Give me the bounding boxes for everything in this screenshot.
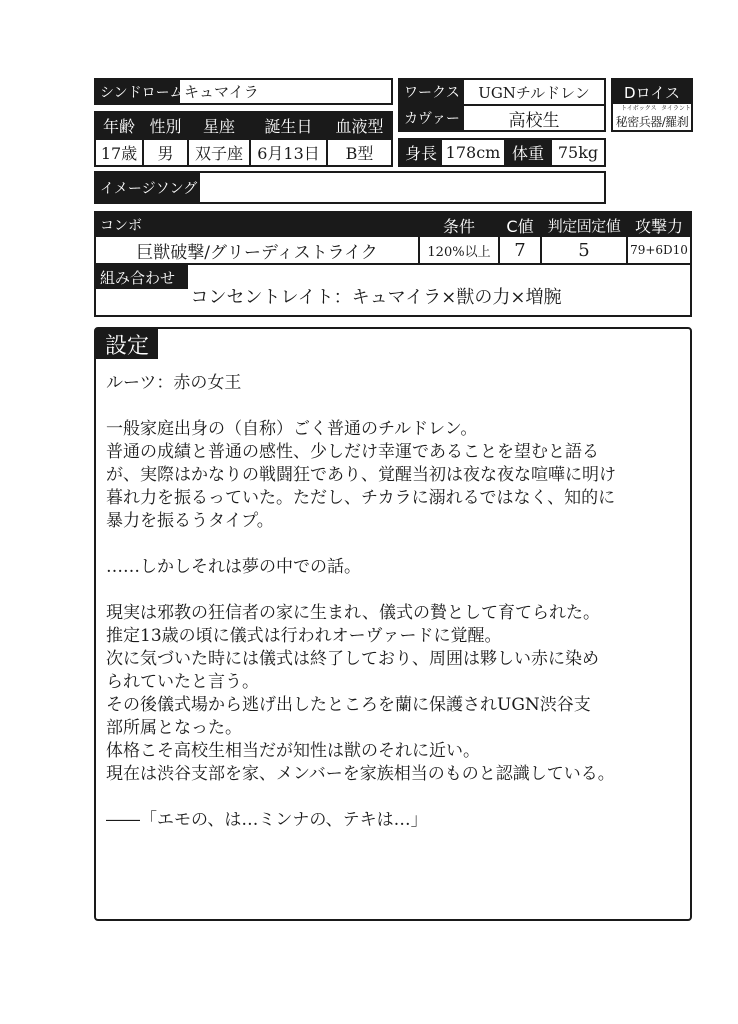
zodiac-value: 双子座 [194,144,243,163]
combo-table [94,211,692,317]
dlois-label: Dロイス [613,80,691,104]
weight-label: 体重 [504,140,552,165]
combo-header-row [96,213,690,237]
works-value: UGNチルドレン [478,83,590,102]
blood-value: B型 [345,144,374,163]
combo-condition: 120%以上 [427,244,491,260]
combo-name: 巨獣破撃/グリーディストライク [136,242,378,263]
age-header: 年齢 [96,113,142,138]
works-cover-field [398,78,606,132]
height-weight-field [398,138,606,167]
syndrome-label: シンドローム [96,80,180,103]
combination-value: コンセントレイト：キュマイラ×獣の力×増腕 [190,287,562,308]
works-label: ワークス [400,80,464,104]
combo-attack: 79+6D10 [630,243,688,257]
attack-header: 攻撃力 [634,216,683,236]
setting-panel [94,327,692,921]
syndrome-value: キュマイラ [184,83,259,101]
blood-header: 血液型 [328,113,391,138]
dlois-ruby-2: タイラント [661,105,691,112]
condition-header: 条件 [442,216,475,236]
zodiac-header: 星座 [189,113,249,138]
combo-label: コンボ [100,218,142,234]
setting-label: 設定 [96,329,158,359]
dlois-value: 秘密兵器/羅刹 [615,114,689,129]
setting-text: ルーツ：赤の女王 一般家庭出身の（自称）ごく普通のチルドレン。 普通の成績と普通の感性、少しだけ幸運であることを望むと語る が、実際はかなりの戦闘狂であり、覚醒当初は夜な夜な喧嘩に明け 暮れ力を振るっていた。ただし、チカラに溺れるではなく、知的に 暴力を振るうタイプ。 ……しかしそれは夢の中での話。 現実は邪教の狂信者の家に生まれ、儀式の贄として育てられた。 推定13歳の頃に儀式は行われオーヴァードに覚醒。 次に気づいた時には儀式は終了しており、周囲は夥しい赤に染め られていたと言う。 その後儀式場から逃げ出したところを蘭に保護されUGN渋谷支 部所属となった。 体格こそ高校生相当だが知性は獣のそれに近い。 現在は渋谷支部を家、メンバーを家族相当のものと認識している。 ――「エモの、は…ミンナの、テキは…」 [106,373,616,830]
combination-label: 組み合わせ [96,265,188,289]
age-value: 17歳 [100,144,138,163]
combo-c-value: 7 [514,239,526,261]
birthday-header: 誕生日 [251,113,326,138]
image-song-label: イメージソング [96,173,200,202]
birthday-value: 6月13日 [257,144,320,163]
basic-info-table [94,111,393,167]
dlois-field [611,78,693,132]
combo-row [96,237,690,265]
combo-fixed: 5 [578,239,590,261]
image-song-value [202,173,604,202]
height-value: 178cm [445,143,501,162]
syndrome-field [94,78,393,105]
height-label: 身長 [400,140,442,165]
weight-value: 75kg [557,143,599,162]
fixed-header: 判定固定値 [547,216,621,235]
cover-value: 高校生 [508,110,560,131]
image-song-field [94,171,606,204]
cover-label: カヴァー [400,106,464,130]
dlois-ruby-1: トイボックス [621,105,657,112]
gender-header: 性別 [144,113,187,138]
gender-value: 男 [157,144,174,163]
c-value-header: C値 [506,216,534,236]
